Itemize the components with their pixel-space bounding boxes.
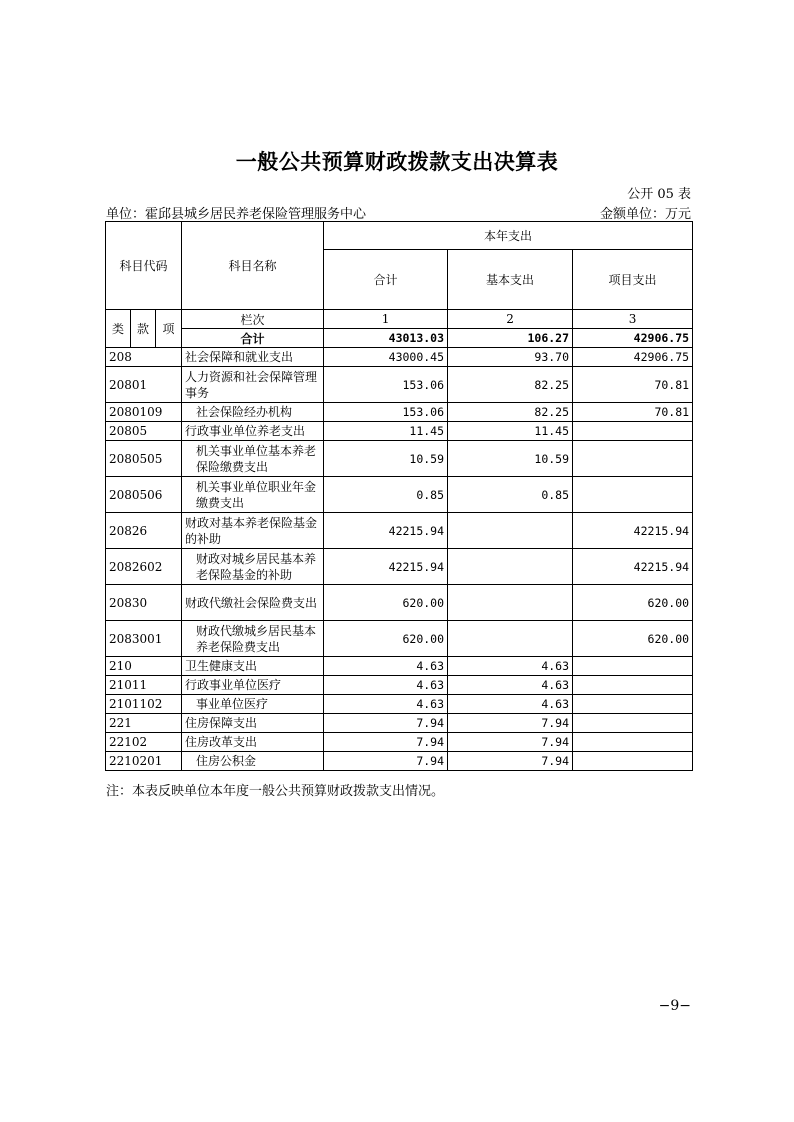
row-total: 10.59	[324, 441, 448, 477]
row-project: 42215.94	[573, 513, 693, 549]
row-name: 财政代缴城乡居民基本养老保险费支出	[182, 621, 324, 657]
page-number: −9−	[658, 998, 691, 1014]
table-row	[106, 549, 693, 585]
total-row-project: 42906.75	[573, 329, 693, 348]
row-name: 行政事业单位养老支出	[182, 422, 324, 441]
row-basic: 0.85	[448, 477, 573, 513]
row-name: 住房改革支出	[182, 733, 324, 752]
row-basic: 82.25	[448, 367, 573, 403]
row-total: 42215.94	[324, 549, 448, 585]
row-basic: 7.94	[448, 714, 573, 733]
row-project	[573, 714, 693, 733]
row-code: 20826	[106, 513, 182, 549]
table-row	[106, 695, 693, 714]
form-number: 公开 05 表	[627, 187, 691, 202]
header-lei: 类	[106, 310, 131, 348]
total-row-label: 合计	[182, 329, 324, 348]
row-name: 人力资源和社会保障管理事务	[182, 367, 324, 403]
header-col1: 1	[324, 310, 448, 329]
row-total: 153.06	[324, 367, 448, 403]
row-name: 财政对基本养老保险基金的补助	[182, 513, 324, 549]
row-total: 7.94	[324, 714, 448, 733]
row-basic: 4.63	[448, 695, 573, 714]
table-row	[106, 403, 693, 422]
row-basic	[448, 513, 573, 549]
row-name: 社会保险经办机构	[182, 403, 324, 422]
row-total: 620.00	[324, 585, 448, 621]
row-project: 70.81	[573, 367, 693, 403]
table-row	[106, 477, 693, 513]
row-total: 620.00	[324, 621, 448, 657]
row-basic: 7.94	[448, 752, 573, 771]
table-row	[106, 585, 693, 621]
table-row	[106, 422, 693, 441]
row-total: 4.63	[324, 676, 448, 695]
header-lanci: 栏次	[182, 310, 324, 329]
row-code: 20805	[106, 422, 182, 441]
row-total: 0.85	[324, 477, 448, 513]
row-project: 620.00	[573, 621, 693, 657]
row-project	[573, 422, 693, 441]
row-code: 22102	[106, 733, 182, 752]
row-name: 事业单位医疗	[182, 695, 324, 714]
header-current-year: 本年支出	[324, 222, 693, 250]
table-row	[106, 367, 693, 403]
row-basic: 11.45	[448, 422, 573, 441]
row-basic	[448, 549, 573, 585]
row-project	[573, 733, 693, 752]
row-name: 财政代缴社会保险费支出	[182, 585, 324, 621]
header-code: 科目代码	[106, 222, 182, 310]
row-code: 2083001	[106, 621, 182, 657]
row-basic: 4.63	[448, 676, 573, 695]
row-project	[573, 752, 693, 771]
header-basic: 基本支出	[448, 250, 573, 310]
row-project	[573, 657, 693, 676]
table-row	[106, 714, 693, 733]
table-row	[106, 752, 693, 771]
header-project: 项目支出	[573, 250, 693, 310]
row-total: 43000.45	[324, 348, 448, 367]
row-project: 620.00	[573, 585, 693, 621]
table-note: 注：本表反映单位本年度一般公共预算财政拨款支出情况。	[106, 784, 445, 799]
row-total: 153.06	[324, 403, 448, 422]
header-col3: 3	[573, 310, 693, 329]
row-total: 7.94	[324, 733, 448, 752]
row-project	[573, 477, 693, 513]
row-basic	[448, 585, 573, 621]
row-project: 42906.75	[573, 348, 693, 367]
row-code: 2080109	[106, 403, 182, 422]
row-code: 2080505	[106, 441, 182, 477]
row-project	[573, 441, 693, 477]
row-code: 210	[106, 657, 182, 676]
header-kuan: 款	[131, 310, 156, 348]
row-name: 机关事业单位职业年金缴费支出	[182, 477, 324, 513]
table-row	[106, 513, 693, 549]
unit-label: 单位：霍邱县城乡居民养老保险管理服务中心	[106, 207, 367, 222]
row-code: 2210201	[106, 752, 182, 771]
row-total: 4.63	[324, 695, 448, 714]
header-col2: 2	[448, 310, 573, 329]
row-code: 2082602	[106, 549, 182, 585]
row-name: 住房公积金	[182, 752, 324, 771]
table-row	[106, 657, 693, 676]
row-basic: 82.25	[448, 403, 573, 422]
total-row-basic: 106.27	[448, 329, 573, 348]
row-code: 20830	[106, 585, 182, 621]
row-basic: 4.63	[448, 657, 573, 676]
row-name: 社会保障和就业支出	[182, 348, 324, 367]
row-total: 7.94	[324, 752, 448, 771]
row-code: 221	[106, 714, 182, 733]
row-name: 财政对城乡居民基本养老保险基金的补助	[182, 549, 324, 585]
header-xiang: 项	[156, 310, 182, 348]
table-row	[106, 676, 693, 695]
row-name: 行政事业单位医疗	[182, 676, 324, 695]
table-row	[106, 621, 693, 657]
row-basic	[448, 621, 573, 657]
header-name: 科目名称	[182, 222, 324, 310]
total-row-total: 43013.03	[324, 329, 448, 348]
row-code: 208	[106, 348, 182, 367]
money-unit-label: 金额单位：万元	[599, 207, 691, 222]
row-project	[573, 676, 693, 695]
row-total: 42215.94	[324, 513, 448, 549]
row-basic: 10.59	[448, 441, 573, 477]
row-project: 70.81	[573, 403, 693, 422]
row-name: 住房保障支出	[182, 714, 324, 733]
row-total: 4.63	[324, 657, 448, 676]
expenditure-table	[105, 221, 693, 771]
row-code: 2080506	[106, 477, 182, 513]
row-name: 卫生健康支出	[182, 657, 324, 676]
row-project	[573, 695, 693, 714]
row-code: 21011	[106, 676, 182, 695]
row-project: 42215.94	[573, 549, 693, 585]
row-name: 机关事业单位基本养老保险缴费支出	[182, 441, 324, 477]
table-row	[106, 441, 693, 477]
row-code: 20801	[106, 367, 182, 403]
row-basic: 7.94	[448, 733, 573, 752]
row-code: 2101102	[106, 695, 182, 714]
table-row	[106, 348, 693, 367]
header-total: 合计	[324, 250, 448, 310]
row-basic: 93.70	[448, 348, 573, 367]
table-row	[106, 733, 693, 752]
page-title: 一般公共预算财政拨款支出决算表	[235, 150, 559, 174]
row-total: 11.45	[324, 422, 448, 441]
